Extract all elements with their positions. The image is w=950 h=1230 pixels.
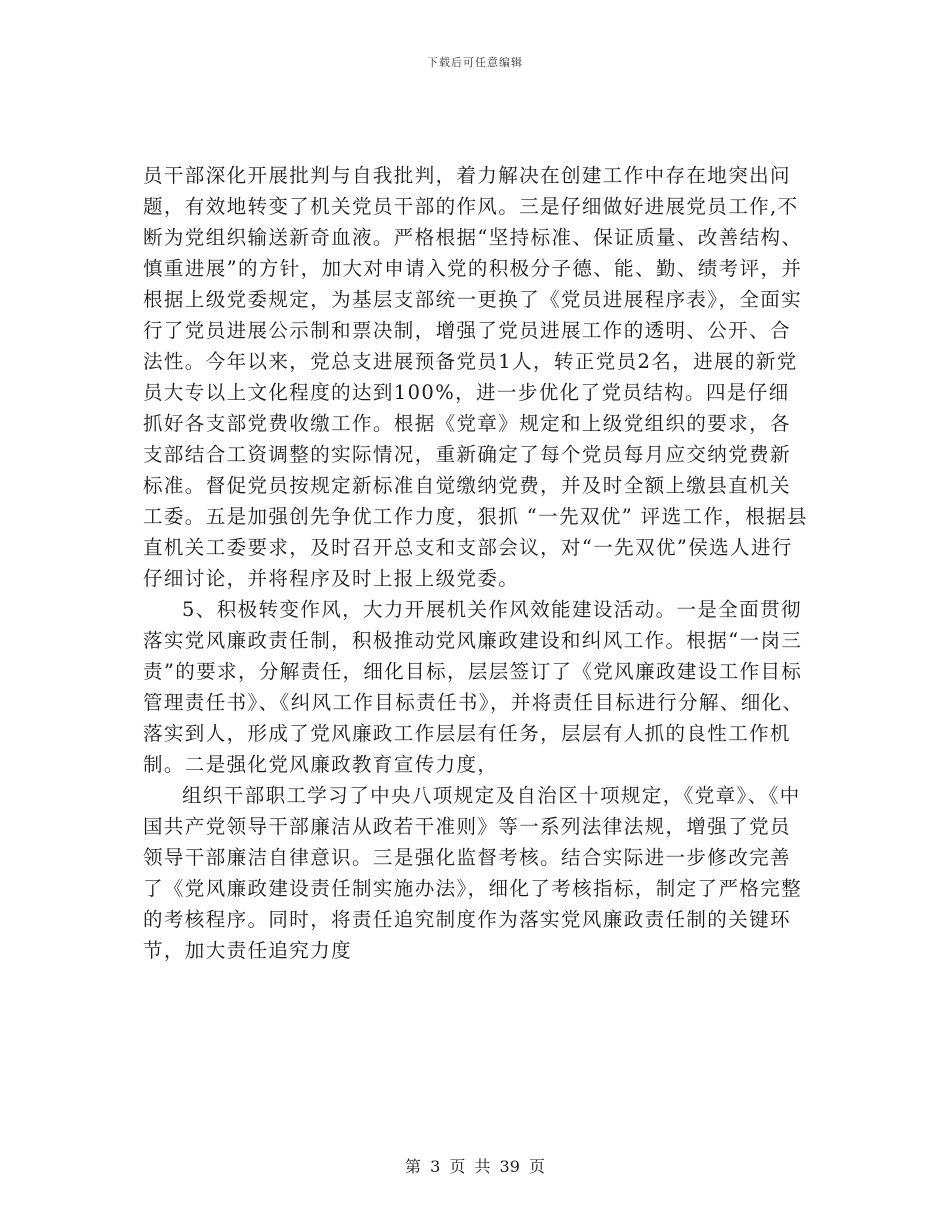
page-header-note: 下载后可任意编辑 xyxy=(427,56,523,69)
paragraph-section-5: 5、积极转变作风，大力开展机关作风效能建设活动。一是全面贯彻落实党风廉政责任制，积极推动党风廉政建设和纠风工作。根据“一岗三责”的要求，分解责任，细化目标，层层签订了《党风廉政建设工作目标管理责任书》、《纠风工作目标责任书》，并将责任目标进行分解、细化、落实到人，形成了党风廉政工作层层有任务，层层有人抓的良性工作机制。二是强化党风廉政教育宣传力度， xyxy=(143,598,804,776)
paragraph-discipline-study: 组织干部职工学习了中央八项规定及自治区十项规定，《党章》、《中国共产党领导干部廉洁从政若干准则》等一系列法律法规，增强了党员领导干部廉洁自律意识。三是强化监督考核。结合实际进一步修改完善了《党风廉政建设责任制实施办法》，细化了考核指标，制定了严格完整的考核程序。同时，将责任追究制度作为落实党风廉政责任制的关键环节，加大责任追究力度 xyxy=(143,784,803,962)
paragraph-continuation: 员干部深化开展批判与自我批判，着力解决在创建工作中存在地突出问题，有效地转变了机关党员干部的作风。三是仔细做好进展党员工作,不断为党组织输送新奇血液。严格根据“坚持标准、保证质量、改善结构、慎重进展”的方针，加大对申请入党的积极分子德、能、勤、绩考评，并根据上级党委规定，为基层支部统一更换了《党员进展程序表》，全面实行了党员进展公示制和票决制，增强了党员进展工作的透明、公开、合法性。今年以来，党总支进展预备党员1人，转正党员2名，进展的新党员大专以上文化程度的达到100%，进一步优化了党员结构。四是仔细抓好各支部党费收缴工作。根据《党章》规定和上级党组织的要求，各支部结合工资调整的实际情况，重新确定了每个党员每月应交纳党费新标准。督促党员按规定新标准自觉缴纳党费，并及时全额上缴县直机关工委。五是加强创先争优工作力度，狠抓 “一先双优” 评选工作，根据县直机关工委要求，及时召开总支和支部会议，对“一先双优”侯选人进行仔细讨论，并将程序及时上报上级党委。 xyxy=(143,164,808,590)
document-body xyxy=(143,160,808,966)
page-number-footer: 第 3 页 共 39 页 xyxy=(405,1157,545,1176)
